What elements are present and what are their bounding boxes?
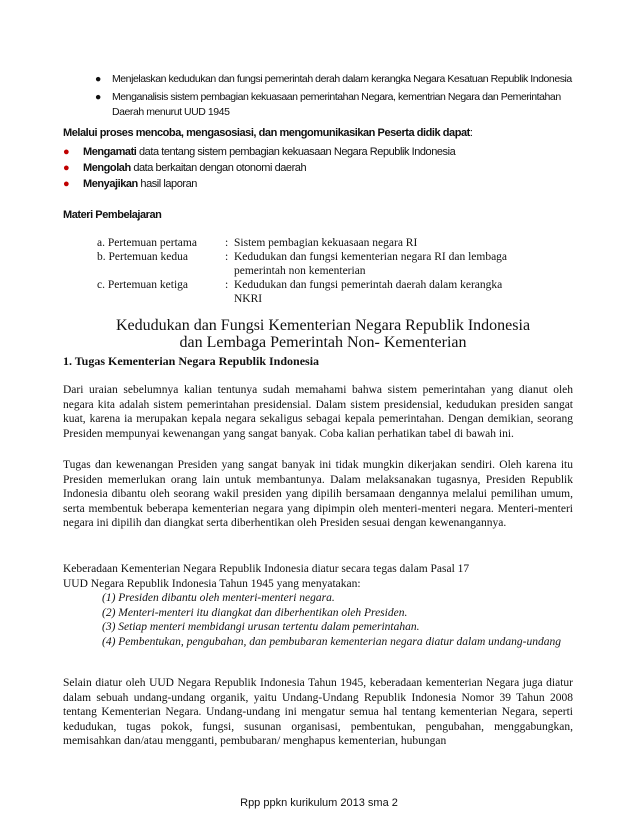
meeting-value: Kedudukan dan fungsi pemerintah daerah dalam kerangka NKRI (234, 279, 503, 305)
page-title: Kedudukan dan Fungsi Kementerian Negara Republik Indonesia (115, 317, 531, 334)
paragraph: Dari uraian sebelumnya kalian tentunya sudah memahami bahwa sistem pemerintahan yang dianut oleh negara kita adalah sistem pemerintahan presidensial. Dalam sistem presidensial, kedudukan presiden sangat kuat, karena ia merupakan kepala negara sekaligus sebagai kepala pemerintahan. Dengan demikian, seorang Presiden mempunyai kewenangan yang sangat banyak. Coba kalian perhatikan tabel di bawah ini. (63, 384, 573, 440)
meeting-colon: : (225, 279, 229, 291)
meeting-label: a. Pertemuan pertama (97, 237, 197, 249)
red-bullet-icon: ● (63, 162, 70, 174)
meeting-label: b. Pertemuan kedua (97, 251, 189, 263)
page-subtitle: dan Lembaga Pemerintah Non- Kementerian (179, 334, 467, 351)
process-verb: Menyajikan (83, 178, 138, 190)
red-bullet-icon: ● (63, 178, 70, 190)
list-item (84, 90, 584, 120)
red-bullet-icon: ● (63, 146, 70, 158)
objective-text: Menjelaskan kedudukan dan fungsi pemerintah derah dalam kerangka Negara Kesatuan Republik Indonesia (112, 73, 572, 85)
quote-item: (4) Pembentukan, pengubahan, dan pembubaran kementerian negara diatur dalam undang-undang (102, 635, 561, 648)
bullet-icon: ● (95, 91, 101, 103)
process-verb: Mengolah (83, 162, 131, 174)
list-item (63, 160, 455, 176)
list-item (63, 176, 455, 192)
process-heading-text: Melalui proses mencoba, mengasosiasi, dan mengomunikasikan Peserta didik dapat (63, 127, 470, 139)
paragraph-line: UUD Negara Republik Indonesia Tahun 1945 yang menyatakan: (63, 577, 361, 590)
meeting-value: Kedudukan dan fungsi kementerian negara RI dan lembaga pemerintah non kementerian (234, 251, 508, 277)
objectives-list (84, 72, 584, 123)
process-heading (63, 127, 473, 139)
process-list (63, 144, 455, 192)
objective-text: Menganalisis sistem pembagian kekuasaan pemerintahan Negara, kementrian Negara dan Pemerintahan Daerah menurut UUD 1945 (112, 91, 561, 118)
materi-heading: Materi Pembelajaran (63, 209, 162, 221)
meeting-label: c. Pertemuan ketiga (97, 279, 189, 291)
process-rest: data berkaitan dengan otonomi daerah (130, 162, 307, 174)
quote-item: (2) Menteri-menteri itu diangkat dan diberhentikan oleh Presiden. (102, 606, 408, 619)
paragraph: Tugas dan kewenangan Presiden yang sangat banyak ini tidak mungkin dikerjakan sendiri. Oleh karena itu Presiden memerlukan orang lain untuk membantunya. Dalam melaksanakan tugasnya, Presiden Republik Indonesia dibantu oleh seorang wakil presiden yang dipilih bersamaan dengannya melalui pemilihan umum, serta membentuk beberapa kementerian negara yang dipimpin oleh menteri-menteri negara. Menteri-menteri negara ini dipilih dan diangkat serta diberhentikan oleh Presiden sesuai dengan kewenangannya. (63, 459, 573, 529)
process-colon: : (469, 127, 473, 139)
quote-item: (1) Presiden dibantu oleh menteri-menteri negara. (102, 592, 335, 604)
article-quote (102, 591, 572, 649)
bullet-icon: ● (95, 73, 101, 85)
paragraph-line: Keberadaan Kementerian Negara Republik Indonesia diatur secara tegas dalam Pasal 17 (63, 563, 470, 575)
process-rest: hasil laporan (137, 178, 197, 190)
quote-item: (3) Setiap menteri membidangi urusan tertentu dalam pemerintahan. (102, 621, 420, 633)
list-item (63, 144, 455, 160)
meeting-colon: : (225, 251, 229, 263)
paragraph (63, 562, 573, 591)
process-verb: Mengamati (83, 146, 137, 158)
process-rest: data tentang sistem pembagian kekuasaan Negara Republik Indonesia (136, 146, 456, 158)
meeting-colon: : (225, 237, 229, 249)
page-footer: Rpp ppkn kurikulum 2013 sma 2 (240, 797, 398, 809)
section-heading: 1. Tugas Kementerian Negara Republik Indonesia (63, 354, 320, 368)
paragraph: Selain diatur oleh UUD Negara Republik Indonesia Tahun 1945, keberadaan kementerian Negara juga diatur dalam sebuah undang-undang organik, yaitu Undang-Undang Republik Indonesia Nomor 39 Tahun 2008 tentang Kementerian Negara. Undang-undang ini mengatur semua hal tentang kementerian Negara, seperti kedudukan, tugas pokok, fungsi, susunan organisasi, pembentukan, pengubahan, menggabungkan, memisahkan dan/atau mengganti, pembubaran/ menghapus kementerian, hubungan (63, 677, 573, 747)
list-item (84, 72, 584, 87)
meeting-value: Sistem pembagian kekuasaan negara RI (234, 237, 418, 249)
